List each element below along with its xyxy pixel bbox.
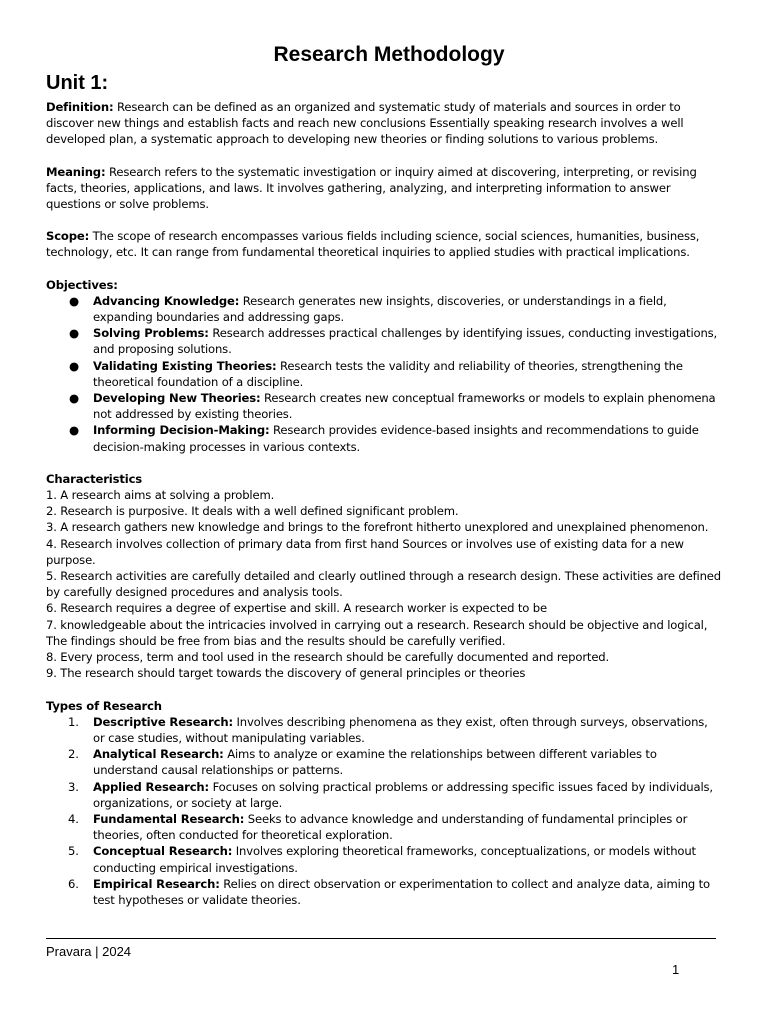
characteristics-heading: Characteristics (46, 471, 143, 486)
bullet-icon: ● (69, 391, 79, 406)
document-title: Research Methodology (273, 43, 505, 66)
definition-label: Definition: (46, 100, 114, 114)
list-item: ● Solving Problems: Research addresses practical challenges by identifying issues, conducting investigations, and proposing solutions. (69, 326, 718, 357)
list-item: 2. Research is purposive. It deals with a well defined significant problem. (46, 504, 459, 519)
types-list (46, 714, 722, 908)
list-item: 9. The research should target towards the discovery of general principles or theories (46, 666, 526, 681)
page-number: 1 (672, 962, 680, 977)
objectives-heading: Objectives: (46, 277, 118, 292)
document-page (46, 42, 722, 908)
list-item: 3. A research gathers new knowledge and brings to the forefront hitherto unexplored and unexplained phenomenon. (46, 520, 709, 535)
objectives-list (46, 293, 722, 455)
bullet-icon: ● (69, 423, 79, 438)
list-item: ● Advancing Knowledge: Research generates new insights, discoveries, or understandings in a field, expanding boundaries and addressing gaps. (69, 293, 667, 325)
list-item: 2. Analytical Research: Aims to analyze or examine the relationships between different variables to understand causal relationships or patterns. (68, 747, 657, 778)
characteristics-list (46, 487, 722, 681)
list-item: 5. Research activities are carefully detailed and clearly outlined through a research design. These activities are defined by carefully designed procedures and analysis tools. (46, 569, 721, 600)
list-item: 4. Research involves collection of primary data from first hand Sources or involves use of existing data for a new purpose. (46, 536, 684, 567)
definition-paragraph (46, 99, 722, 148)
meaning-label: Meaning: (46, 164, 106, 179)
list-item: 4. Fundamental Research: Seeks to advance knowledge and understanding of fundamental principles or theories, often conducted for theoretical exploration. (68, 811, 688, 843)
list-item: ● Informing Decision-Making: Research provides evidence-based insights and recommendations to guide decision-making processes in various contexts. (69, 423, 699, 454)
list-item: 1. Descriptive Research: Involves describing phenomena as they exist, often through surveys, observations, or case studies, without manipulating variables. (68, 714, 708, 745)
footer-text: Pravara | 2024 (46, 944, 132, 959)
meaning-text: Research refers to the systematic investigation or inquiry aimed at discovering, interpreting, or revising facts, theories, applications, and laws. It involves gathering, analyzing, and interpreting information to answer questions or solve problems. (46, 164, 697, 212)
definition-text: Research can be defined as an organized and systematic study of materials and sources in order to discover new things and establish facts and reach new conclusions Essentially speaking research involves a well developed plan, a systematic approach to developing new theories or finding solutions to various problems. (46, 100, 684, 147)
scope-paragraph (46, 228, 722, 260)
bullet-icon: ● (69, 326, 79, 341)
document-body (46, 99, 722, 908)
bullet-icon: ● (69, 358, 79, 373)
footer-divider (46, 938, 716, 939)
list-item: 1. A research aims at solving a problem. (46, 488, 275, 503)
list-item: 5. Conceptual Research: Involves exploring theoretical frameworks, conceptualizations, or models without conducting empirical investigations. (68, 844, 696, 875)
list-item: 6. Research requires a degree of expertise and skill. A research worker is expected to be (46, 601, 547, 616)
types-heading: Types of Research (46, 698, 162, 713)
bullet-icon: ● (69, 293, 79, 308)
list-item: 8. Every process, term and tool used in the research should be carefully documented and reported. (46, 650, 610, 665)
list-item: ● Developing New Theories: Research creates new conceptual frameworks or models to explain phenomena not addressed by existing theories. (69, 391, 716, 422)
unit-heading: Unit 1: (46, 72, 109, 94)
list-item: ● Validating Existing Theories: Research tests the validity and reliability of theories, strengthening the theoretical foundation of a discipline. (69, 358, 683, 389)
list-item: 3. Applied Research: Focuses on solving practical problems or addressing specific issues faced by individuals, organizations, or society at large. (68, 779, 713, 810)
meaning-paragraph (46, 164, 722, 213)
scope-label: Scope: (46, 229, 90, 244)
list-item: 6. Empirical Research: Relies on direct observation or experimentation to collect and analyze data, aiming to test hypotheses or validate theories. (68, 876, 711, 907)
list-item: 7. knowledgeable about the intricacies involved in carrying out a research. Research should be objective and logical, The findings should be free from bias and the results should be carefully verified. (46, 617, 708, 648)
scope-text: The scope of research encompasses various fields including science, social sciences, humanities, business, technology, etc. It can range from fundamental theoretical inquiries to applied studies with practical implications. (46, 229, 700, 260)
